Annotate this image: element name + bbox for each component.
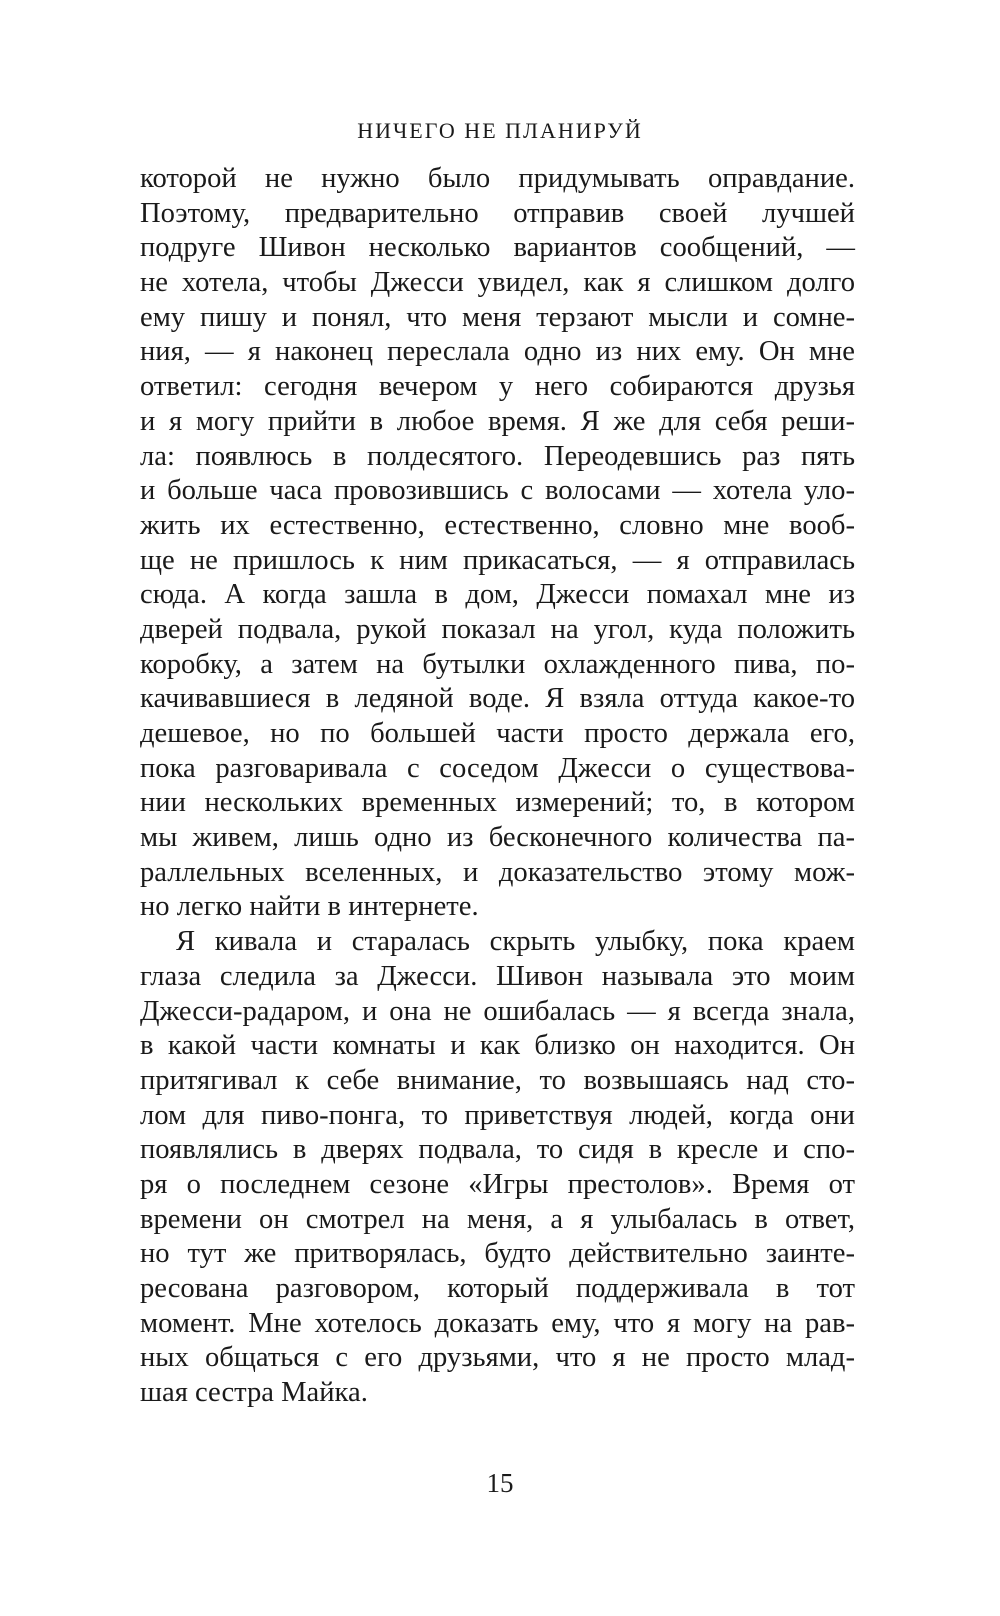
text-line: и я могу прийти в любое время. Я же для себя реши- [140,405,855,437]
text-line: ему пишу и понял, что меня терзают мысли и сомне- [140,301,855,333]
running-head: НИЧЕГО НЕ ПЛАНИРУЙ [357,118,643,143]
text-line: ответил: сегодня вечером у него собираются друзья [140,371,855,403]
text-line: появлялись в дверях подвала, то сидя в кресле и спо- [140,1134,855,1166]
text-line: дверей подвала, рукой показал на угол, куда положить [140,613,855,645]
paragraph [140,162,855,925]
text-line: Я кивала и старалась скрыть улыбку, пока краем [176,926,855,958]
text-line: коробку, а затем на бутылки охлажденного пива, по- [140,648,855,680]
page-number: 15 [486,1468,514,1498]
text-line: шая сестра Майка. [140,1377,368,1409]
text-line: ния, — я наконец переслала одно из них ему. Он мне [140,336,855,368]
text-line: в какой части комнаты и как близко он находится. Он [140,1030,855,1062]
text-line: момент. Мне хотелось доказать ему, что я могу на рав- [140,1307,855,1339]
text-line: времени он смотрел на меня, а я улыбалась в ответ, [140,1203,855,1235]
text-line: которой не нужно было придумывать оправдание. [140,163,855,194]
text-line: Поэтому, предварительно отправив своей лучшей [140,197,855,229]
text-line: пока разговаривала с соседом Джесси о существова- [140,752,855,784]
text-line: ще не пришлось к ним прикасаться, — я отправилась [140,544,855,576]
text-line: ресована разговором, который поддерживала в тот [140,1273,855,1304]
text-line: подруге Шивон несколько вариантов сообщений, — [140,232,855,264]
text-line: не хотела, чтобы Джесси увидел, как я слишком долго [140,267,855,299]
text-line: Джесси-радаром, и она не ошибалась — я всегда знала, [140,995,855,1027]
paragraph [140,925,855,1411]
text-line: дешевое, но по большей части просто держала его, [140,718,855,749]
text-line: и больше часа провозившись с волосами — хотела уло- [140,475,855,507]
text-line: но легко найти в интернете. [140,891,479,923]
body-text [140,162,855,1411]
text-line: жить их естественно, естественно, словно мне вооб- [140,509,855,541]
text-line: притягивал к себе внимание, то возвышаясь над сто- [140,1064,855,1096]
text-line: сюда. А когда зашла в дом, Джесси помахал мне из [140,579,855,611]
text-line: ря о последнем сезоне «Игры престолов». Время от [140,1168,855,1200]
text-line: раллельных вселенных, и доказательство этому мож- [140,856,855,888]
text-line: ла: появлюсь в полдесятого. Переодевшись раз пять [140,440,855,472]
text-line: но тут же притворялась, будто действительно заинте- [140,1238,855,1270]
text-line: нии нескольких временных измерений; то, в котором [140,787,855,819]
text-line: мы живем, лишь одно из бесконечного количества па- [140,822,855,854]
text-line: глаза следила за Джесси. Шивон называла это моим [140,960,855,992]
text-line: качивавшиеся в ледяной воде. Я взяла оттуда какое-то [140,683,855,715]
text-line: ных общаться с его друзьями, что я не просто млад- [140,1342,855,1374]
text-line: лом для пиво-понга, то приветствуя людей, когда они [140,1099,855,1131]
